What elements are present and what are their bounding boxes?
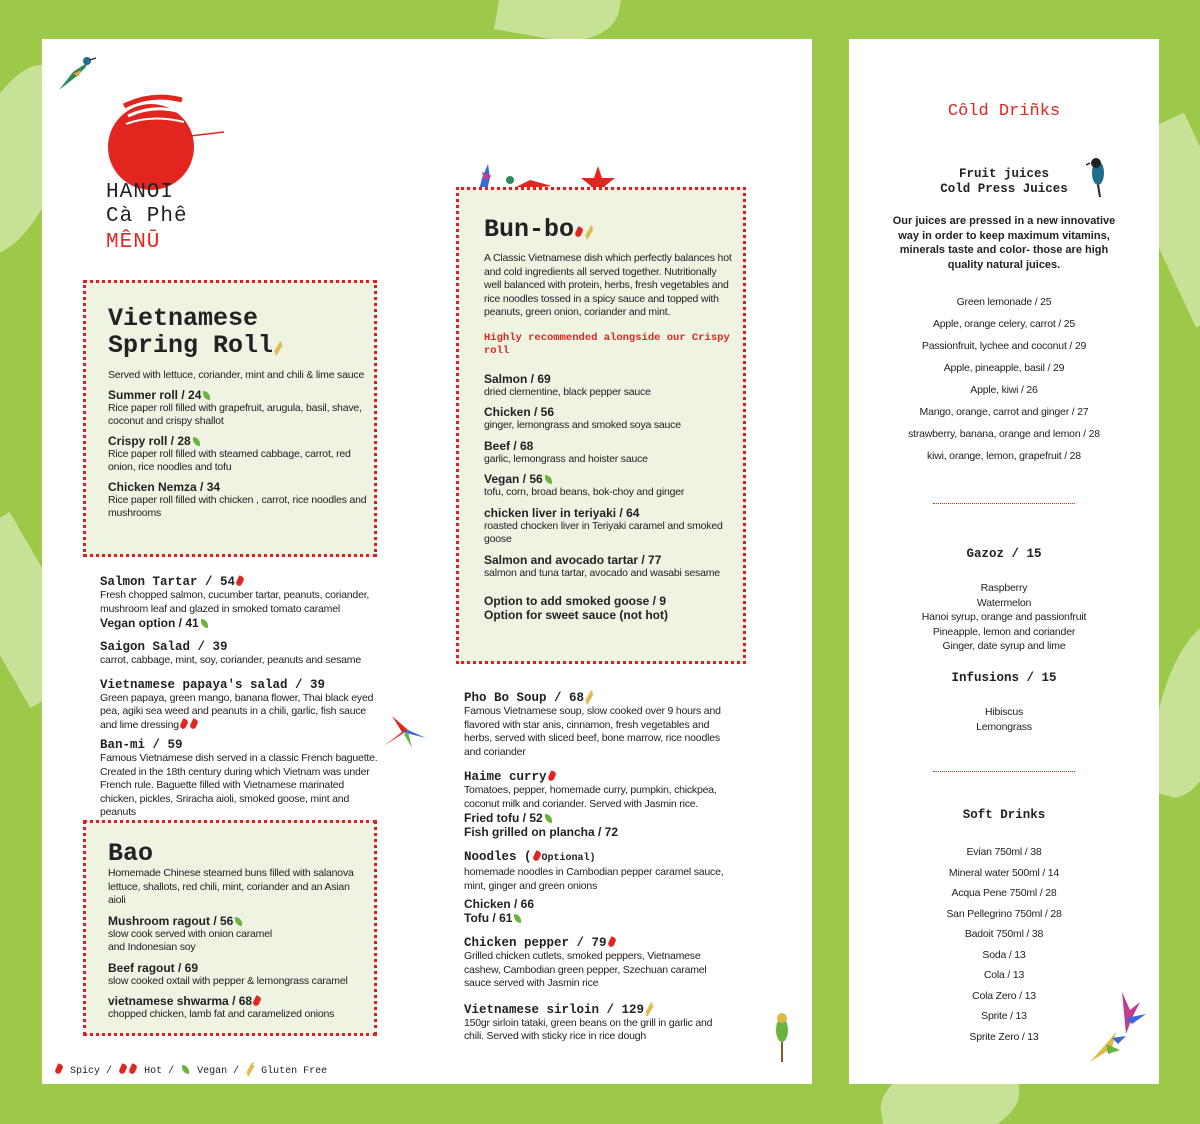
juice-title-line-1: Fruit juices: [958, 167, 1049, 181]
menu-item: [484, 439, 732, 467]
drink-item: Pineapple, lemon and coriander: [932, 625, 1076, 638]
juice-list: [849, 291, 1159, 467]
hot-icon: [179, 718, 189, 730]
drink-item: Apple, orange celery, carrot / 25: [932, 318, 1076, 330]
menu-item: [464, 1002, 734, 1044]
item-description: garlic, lemongrass and hoister sauce: [484, 452, 648, 465]
drink-item: strawberry, banana, orange and lemon / 28: [908, 428, 1100, 440]
hot-icon: [189, 718, 199, 730]
menu-item: [464, 936, 734, 991]
drink-item: Hibiscus: [984, 706, 1024, 718]
item-name: Salmon / 69: [484, 371, 551, 386]
menu-item: [108, 914, 368, 955]
menu-item: [108, 434, 368, 475]
item-name: Beef / 68: [484, 438, 534, 453]
drink-item: Apple, pineapple, basil / 29: [943, 362, 1065, 374]
section-description: Homemade Chinese steamed buns filled with salanova lettuce, shallots, red chili, mint, coriander and an Asian aioli: [108, 867, 354, 906]
vegan-icon: [235, 917, 242, 926]
starters-list: [100, 575, 380, 820]
vegan-icon: [545, 475, 552, 484]
item-description: carrot, cabbage, mint, soy, coriander, peanuts and sesame: [100, 654, 361, 666]
drink-item: Lemongrass: [976, 720, 1032, 733]
logo-line-3: MÊNŪ: [106, 231, 161, 254]
legend-spicy: Spicy /: [70, 1066, 113, 1077]
drink-item: Cola / 13: [983, 969, 1025, 981]
item-description: chopped chicken, lamb fat and caramelized onions: [108, 1008, 335, 1020]
spring-roll-section: [83, 280, 377, 557]
gazoz-list: [849, 581, 1159, 654]
item-description: tofu, corn, broad beans, bok-choy and ginger: [484, 486, 685, 498]
hanoi-logo: [106, 92, 226, 262]
menu-item: [464, 770, 734, 839]
drink-item: kiwi, orange, lemon, grapefruit / 28: [927, 450, 1081, 462]
item-name: Chicken Nemza / 34: [108, 479, 221, 494]
drink-item: Mango, orange, carrot and ginger / 27: [919, 406, 1089, 418]
item-name: Salmon and avocado tartar / 77: [484, 552, 662, 567]
section-title-line-2: Spring Roll: [108, 332, 368, 359]
item-description: Rice paper roll filled with grapefruit, arugula, basil, shave, coconut and crispy shallot: [108, 401, 362, 427]
item-description: Green papaya, green mango, banana flower, Thai black eyed pea, agiki sea weed and peanuts in a chili, garlic, fish sauce and lime dressing: [100, 691, 374, 731]
vegan-icon: [182, 1065, 189, 1074]
logo-brush-icon: [122, 92, 184, 132]
item-name: Beef ragout / 69: [108, 960, 199, 975]
menu-item: [108, 480, 368, 521]
item-extra: Fried tofu / 52: [464, 811, 543, 825]
item-name: Chicken pepper / 79: [464, 936, 607, 950]
mains-list: [464, 690, 734, 1044]
drink-item: Apple, kiwi / 26: [970, 384, 1038, 396]
hot-icon: [118, 1063, 128, 1075]
menu-item: [108, 994, 368, 1022]
spicy-icon: [252, 995, 262, 1007]
drink-item: Raspberry: [980, 582, 1028, 594]
menu-item: [108, 388, 368, 429]
item-name: vietnamese shwarma / 68: [108, 994, 253, 1008]
item-name: Haime curry: [464, 770, 547, 784]
gluten-free-icon: [645, 1002, 653, 1013]
spicy-icon: [235, 575, 245, 587]
drink-item: Passionfruit, lychee and coconut / 29: [921, 340, 1087, 352]
drink-item: Watermelon: [976, 596, 1032, 609]
bao-section: [83, 820, 377, 1036]
item-name: Crispy roll / 28: [108, 433, 191, 448]
juice-heading: [849, 167, 1159, 197]
item-description: dried clementine, black pepper sauce: [484, 385, 651, 398]
logo-line-2: Cà Phê: [106, 205, 188, 228]
gazoz-title: Gazoz / 15: [966, 547, 1042, 561]
menu-item: [100, 738, 380, 820]
section-description: A Classic Vietnamese dish which perfectly balances hot and cold ingredients all served together. Nutritionally well balanced with protein, herbs, fresh vegetables and rice noodles tossed in a spicy sauce and topped with peanuts, green onion, coriander and mint.: [484, 252, 732, 318]
recommendation-note: Highly recommended alongside our Crispy roll: [484, 331, 730, 357]
menu-item: [484, 553, 732, 581]
item-description: Famous Vietnamese soup, slow cooked over 9 hours and flavored with star anis, cinnamon, fresh vegetables and herbs, served with sliced beef, bone marrow, rice noodles and coriander: [464, 705, 721, 758]
spicy-icon: [547, 770, 557, 782]
item-name: Noodles (: [464, 850, 532, 864]
drink-item: Ginger, date syrup and lime: [942, 640, 1066, 652]
item-extra: Chicken / 66: [464, 897, 535, 911]
drink-item: Green lemonade / 25: [956, 296, 1052, 308]
drink-item: Soda / 13: [982, 948, 1026, 961]
gluten-free-icon: [585, 690, 593, 701]
menu-item: [484, 372, 732, 400]
section-title: Bao: [108, 839, 154, 868]
item-name: Vegan / 56: [484, 472, 543, 486]
drink-item: Sprite / 13: [981, 1010, 1027, 1022]
legend: [54, 1062, 327, 1078]
menu-item: [100, 575, 380, 630]
item-description: homemade noodles in Cambodian pepper caramel sauce, mint, ginger and green onions: [464, 866, 724, 892]
legend-hot: Hot /: [144, 1066, 175, 1077]
infusions-title: Infusions / 15: [951, 671, 1057, 685]
gluten-free-icon: [274, 341, 282, 352]
drink-item: Acqua Pene 750ml / 28: [951, 887, 1057, 899]
item-extra: Fish grilled on plancha / 72: [464, 825, 619, 839]
item-description: Grilled chicken cutlets, smoked peppers, Vietnamese cashew, Cambodian green pepper, Szechuan caramel sauce served with Jasmin rice: [464, 950, 707, 989]
menu-item: [464, 850, 734, 925]
item-name: Vietnamese sirloin / 129: [464, 1002, 645, 1017]
menu-item: [108, 961, 368, 989]
item-name: Mushroom ragout / 56: [108, 913, 234, 928]
divider: [933, 503, 1075, 504]
item-extra: Vegan option / 41: [100, 616, 199, 630]
bird-illustration: [770, 1010, 794, 1064]
item-extra: Tofu / 61: [464, 911, 513, 925]
juice-title-line-2: Cold Press Juices: [940, 182, 1068, 196]
legend-vegan: Vegan /: [197, 1066, 240, 1077]
logo-leaf-icon: [190, 126, 224, 146]
drinks-title: Côld Driñks: [947, 102, 1061, 121]
spicy-icon: [532, 850, 542, 862]
item-description: Famous Vietnamese dish served in a classic French baguette. Created in the 18th century during which Vietnam was under French rule. Baguette filled with Vietnamese marinated chicken, pickles, Sriracha aioli, smoked goose, mint and peanuts: [100, 752, 378, 818]
drink-item: Badoit 750ml / 38: [964, 928, 1044, 940]
legend-gluten-free: Gluten Free: [261, 1066, 328, 1077]
butterfly-illustration: [382, 712, 428, 752]
drink-item: Hanoi syrup, orange and passionfruit: [921, 611, 1087, 623]
item-description: slow cook served with onion caramel and Indonesian soy: [108, 927, 272, 953]
item-description: roasted chocken liver in Teriyaki caramel and smoked goose: [484, 519, 723, 545]
spicy-icon: [574, 226, 584, 238]
drink-item: Evian 750ml / 38: [966, 846, 1042, 858]
item-description: Rice paper roll filled with steamed cabbage, carrot, red onion, rice noodles and tofu: [108, 447, 351, 473]
item-description: 150gr sirloin tataki, green beans on the grill in garlic and chili. Served with sticky rice in rice dough: [464, 1016, 713, 1042]
menu-item: [484, 472, 732, 500]
vegan-icon: [201, 619, 208, 628]
vegan-icon: [193, 437, 200, 446]
item-description: Tomatoes, pepper, homemade curry, pumpkin, chickpea, coconut milk and coriander. Served with Jasmin rice.: [464, 784, 717, 810]
bird-illustration: [55, 52, 97, 94]
item-name: Summer roll / 24: [108, 387, 202, 402]
spicy-icon: [54, 1063, 64, 1075]
bun-bo-section: [456, 187, 746, 664]
menu-item: [100, 678, 380, 733]
infusions-list: [849, 705, 1159, 734]
item-description: Rice paper roll filled with chicken , carrot, rice noodles and mushrooms: [108, 493, 367, 519]
menu-item: [464, 690, 734, 759]
item-name: Chicken / 56: [484, 405, 555, 419]
menu-item: [484, 405, 732, 433]
option-line: Option for sweet sauce (not hot): [484, 608, 669, 622]
item-name: Ban-mi / 59: [100, 738, 183, 752]
vegan-icon: [203, 391, 210, 400]
drink-item: San Pellegrino 750ml / 28: [946, 907, 1062, 920]
logo-line-1: HANOI: [106, 181, 175, 204]
hummingbirds-illustration: [1086, 988, 1150, 1068]
drink-item: Cola Zero / 13: [972, 989, 1036, 1002]
vegan-icon: [514, 914, 521, 923]
gluten-free-icon: [246, 1062, 254, 1073]
section-title: Bun-bo: [484, 215, 575, 244]
section-title-line-1: Vietnamese: [108, 304, 259, 333]
menu-item: [100, 640, 380, 668]
item-description: slow cooked oxtail with pepper & lemongrass caramel: [108, 974, 348, 987]
drink-item: Sprite Zero / 13: [969, 1030, 1039, 1043]
section-description: Served with lettuce, coriander, mint and chili & lime sauce: [108, 369, 365, 381]
divider: [933, 771, 1075, 772]
soft-drinks-title: Soft Drinks: [962, 808, 1046, 822]
gluten-free-icon: [585, 225, 593, 236]
vegan-icon: [545, 814, 552, 823]
item-name: Salmon Tartar / 54: [100, 575, 236, 589]
juice-description: Our juices are pressed in a new innovative way in order to keep maximum vitamins, minerals taste and color- those are high quality natural juices.: [892, 215, 1116, 271]
drink-item: Mineral water 500ml / 14: [948, 866, 1060, 879]
item-name: chicken liver in teriyaki / 64: [484, 505, 640, 520]
item-name: Saigon Salad / 39: [100, 640, 228, 654]
item-description: salmon and tuna tartar, avocado and wasabi sesame: [484, 566, 720, 579]
item-description: ginger, lemongrass and smoked soya sauce: [484, 419, 681, 431]
spicy-icon: [607, 936, 617, 948]
item-name: Vietnamese papaya's salad / 39: [100, 677, 326, 692]
item-description: Fresh chopped salmon, cucumber tartar, peanuts, coriander, mushroom leaf and glazed in smoked tomato caramel: [100, 589, 370, 615]
menu-item: [484, 506, 732, 547]
item-name: Pho Bo Soup / 68: [464, 691, 585, 705]
item-optional-note: Optional): [541, 853, 596, 864]
hot-icon: [128, 1063, 138, 1075]
option-line: Option to add smoked goose / 9: [484, 594, 667, 608]
